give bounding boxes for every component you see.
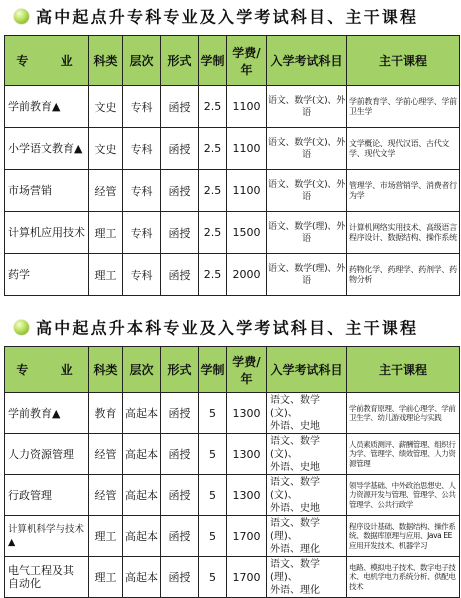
row-duration: 5	[199, 557, 227, 598]
row-exam	[267, 434, 347, 475]
header-courses: 主干课程	[347, 36, 460, 86]
row-form: 函授	[161, 212, 199, 254]
section2-header	[0, 314, 461, 340]
row-form: 函授	[161, 254, 199, 296]
row-category: 理工	[89, 254, 123, 296]
row-exam-line1: 语文、数学(文)、	[270, 435, 320, 460]
row-category: 教育	[89, 393, 123, 434]
row-level: 高起本	[123, 434, 161, 475]
header-exam: 入学考试科目	[267, 36, 347, 86]
row-courses: 学前教育学、学前心理学、学前卫生学	[347, 86, 460, 128]
section1-table	[4, 35, 460, 296]
table-row	[5, 128, 460, 170]
row-major: 小学语文教育▲	[5, 128, 89, 170]
row-category: 经管	[89, 475, 123, 516]
table-row	[5, 170, 460, 212]
row-exam: 语文、数学(文)、外语	[267, 128, 347, 170]
row-duration: 2.5	[199, 128, 227, 170]
row-exam	[267, 475, 347, 516]
row-exam	[267, 393, 347, 434]
section2-header-row	[5, 347, 460, 393]
row-courses: 领导学基础、中外政治思想史、人力资源开发与管理、管理学、公共管理学、公共行政学	[347, 475, 460, 516]
row-duration: 2.5	[199, 254, 227, 296]
row-exam: 语文、数学(文)、外语	[267, 170, 347, 212]
row-form: 函授	[161, 393, 199, 434]
row-level: 高起本	[123, 475, 161, 516]
section1-header	[0, 3, 461, 29]
row-exam: 语文、数学(文)、外语	[267, 86, 347, 128]
row-exam-line2: 外语、理化	[270, 543, 320, 555]
row-duration: 5	[199, 516, 227, 557]
header-fee: 学费/年	[227, 347, 267, 393]
row-courses: 人员素质测评、薪酬管理、组织行为学、管理学、绩效管理、人力资源管理	[347, 434, 460, 475]
row-fee: 2000	[227, 254, 267, 296]
row-form: 函授	[161, 475, 199, 516]
row-level: 高起本	[123, 393, 161, 434]
row-fee: 1500	[227, 212, 267, 254]
row-courses: 文学概论、现代汉语、古代文学、现代文学	[347, 128, 460, 170]
row-exam-line2: 外语、史地	[270, 420, 320, 432]
row-exam-line2: 外语、史地	[270, 461, 320, 473]
header-duration: 学制	[199, 36, 227, 86]
row-category: 理工	[89, 212, 123, 254]
row-exam-line2: 外语、理化	[270, 584, 320, 596]
row-duration: 5	[199, 393, 227, 434]
row-duration: 5	[199, 475, 227, 516]
section2-title: 高中起点升本科专业及入学考试科目、主干课程	[36, 318, 419, 338]
header-duration: 学制	[199, 347, 227, 393]
header-category: 科类	[89, 347, 123, 393]
row-level: 专科	[123, 128, 161, 170]
row-exam: 语文、数学(理)、外语	[267, 212, 347, 254]
table-row	[5, 393, 460, 434]
row-form: 函授	[161, 516, 199, 557]
section1-title: 高中起点升专科专业及入学考试科目、主干课程	[36, 7, 419, 27]
row-form: 函授	[161, 128, 199, 170]
row-category: 文史	[89, 128, 123, 170]
row-category: 经管	[89, 170, 123, 212]
row-level: 专科	[123, 170, 161, 212]
row-level: 专科	[123, 212, 161, 254]
table-row	[5, 516, 460, 557]
row-category: 经管	[89, 434, 123, 475]
row-fee: 1300	[227, 475, 267, 516]
row-duration: 5	[199, 434, 227, 475]
row-fee: 1100	[227, 86, 267, 128]
row-major: 人力资源管理	[5, 434, 89, 475]
row-major: 计算机应用技术	[5, 212, 89, 254]
header-level: 层次	[123, 36, 161, 86]
row-major: 行政管理	[5, 475, 89, 516]
row-fee: 1300	[227, 434, 267, 475]
row-courses: 计算机网络实用技术、高级语言程序设计、数据结构、操作系统	[347, 212, 460, 254]
row-courses: 学前教育原理、学前心理学、学前卫生学、幼儿游戏理论与实践	[347, 393, 460, 434]
section1-header-row	[5, 36, 460, 86]
row-exam-line1: 语文、数学(理)、	[270, 558, 320, 583]
header-major: 专 业	[5, 347, 89, 393]
row-category: 理工	[89, 557, 123, 598]
row-major: 学前教育▲	[5, 86, 89, 128]
row-exam-line1: 语文、数学(文)、	[270, 394, 320, 419]
row-courses: 管理学、市场营销学、消费者行为学	[347, 170, 460, 212]
row-form: 函授	[161, 434, 199, 475]
row-level: 高起本	[123, 557, 161, 598]
row-level: 高起本	[123, 516, 161, 557]
table-row	[5, 212, 460, 254]
table-row	[5, 475, 460, 516]
header-level: 层次	[123, 347, 161, 393]
row-exam	[267, 516, 347, 557]
header-form: 形式	[161, 36, 199, 86]
row-duration: 2.5	[199, 212, 227, 254]
row-major: 药学	[5, 254, 89, 296]
header-fee: 学费/年	[227, 36, 267, 86]
row-form: 函授	[161, 86, 199, 128]
table-row	[5, 557, 460, 598]
row-fee: 1100	[227, 128, 267, 170]
row-duration: 2.5	[199, 86, 227, 128]
header-courses: 主干课程	[347, 347, 460, 393]
green-bullet-icon	[14, 320, 29, 335]
row-duration: 2.5	[199, 170, 227, 212]
row-fee: 1300	[227, 393, 267, 434]
header-exam: 入学考试科目	[267, 347, 347, 393]
table-row	[5, 254, 460, 296]
row-exam	[267, 557, 347, 598]
row-major: 学前教育▲	[5, 393, 89, 434]
row-exam-line2: 外语、史地	[270, 502, 320, 514]
table-row	[5, 434, 460, 475]
row-category: 文史	[89, 86, 123, 128]
table-row	[5, 86, 460, 128]
row-form: 函授	[161, 557, 199, 598]
row-major: 计算机科学与技术▲	[5, 516, 89, 557]
header-category: 科类	[89, 36, 123, 86]
row-exam-line1: 语文、数学(理)、	[270, 517, 320, 542]
row-exam: 语文、数学(理)、外语	[267, 254, 347, 296]
header-major: 专 业	[5, 36, 89, 86]
row-courses: 电路、模拟电子技术、数字电子技术、电机学电力系统分析、供配电技术	[347, 557, 460, 598]
green-bullet-icon	[14, 9, 29, 24]
row-fee: 1700	[227, 516, 267, 557]
header-form: 形式	[161, 347, 199, 393]
row-fee: 1100	[227, 170, 267, 212]
row-fee: 1700	[227, 557, 267, 598]
row-category: 理工	[89, 516, 123, 557]
row-exam-line1: 语文、数学(文)、	[270, 476, 320, 501]
row-major: 电气工程及其自动化	[5, 557, 89, 598]
row-form: 函授	[161, 170, 199, 212]
row-courses: 药物化学、药理学、药剂学、药物分析	[347, 254, 460, 296]
row-courses: 程序设计基础、数据结构、操作系统、数据库原理与应用、Java EE应用开发技术、机器学习	[347, 516, 460, 557]
section2-table	[4, 346, 460, 598]
row-level: 专科	[123, 254, 161, 296]
row-major: 市场营销	[5, 170, 89, 212]
row-level: 专科	[123, 86, 161, 128]
